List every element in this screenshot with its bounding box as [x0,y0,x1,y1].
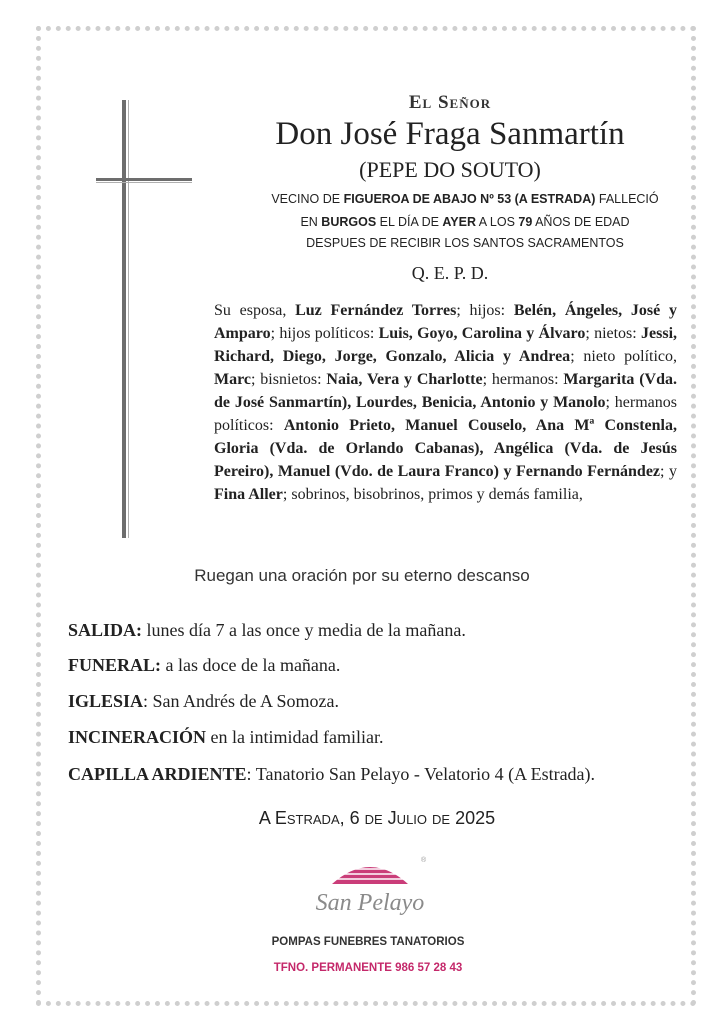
detail-capilla: CAPILLA ARDIENTE: Tanatorio San Pelayo - Velatorio 4 (A Estrada). [68,764,596,784]
company-phone: TFNO. PERMANENTE 986 57 28 43 [273,962,463,974]
detail-incineracion: INCINERACIÓN en la intimidad familiar. [68,727,384,747]
qepd: Q. E. P. D. [411,263,489,283]
detail-funeral: FUNERAL: a las doce de la mañana. [68,655,341,675]
intro-line-1: VECINO DE FIGUEROA DE ABAJO Nº 53 (A ESTRADA) FALLECIÓ [271,192,659,206]
company-tagline: POMPAS FUNEBRES TANATORIOS [271,936,465,948]
intro-line-3: DESPUES DE RECIBIR LOS SANTOS SACRAMENTOS [306,236,624,250]
detail-iglesia: IGLESIA: San Andrés de A Somoza. [68,691,340,711]
family-paragraph: Su esposa, Luz Fernández Torres; hijos: Belén, Ángeles, José y Amparo; hijos políticos: Luis, Goyo, Carolina y Álvaro; nietos: Jessi, Richard, Diego, Jorge, Gonzalo, Alicia y Andrea; nieto político, Marc; bisnietos: Naia, Vera y Charlotte; hermanos: Margarita (Vda. de José Sanmartín), Lourdes, Benicia, Antonio y Manolo; hermanos políticos: Antonio Prieto, Manuel Couselo, Ana Mª Constenla, Gloria (Vda. de Orlando Cabanas), Angélica (Vda. de Jesús Pereiro), Manuel (Vdo. de Laura Franco) y Fernando Fernández; y Fina Aller; sobrinos, bisobrinos, primos y demás familia, [214,302,678,503]
logo-text: San Pelayo [315,890,425,916]
deceased-name: Don José Fraga Sanmartín [275,116,625,152]
prayer-request: Ruegan una oración por su eterno descanso [194,566,530,585]
logo-arc-icon [328,856,427,884]
detail-salida: SALIDA: lunes día 7 a las once y media de la mañana. [68,620,466,640]
san-pelayo-logo [300,852,440,922]
deceased-alias: (PEPE DO SOUTO) [359,157,541,182]
date-line: A Estrada, 6 de Julio de 2025 [258,808,496,828]
svg-text:®: ® [421,857,427,864]
title-prefix: El Señor [408,92,492,113]
intro-line-2: EN BURGOS EL DÍA DE AYER A LOS 79 AÑOS DE EDAD [300,215,630,229]
